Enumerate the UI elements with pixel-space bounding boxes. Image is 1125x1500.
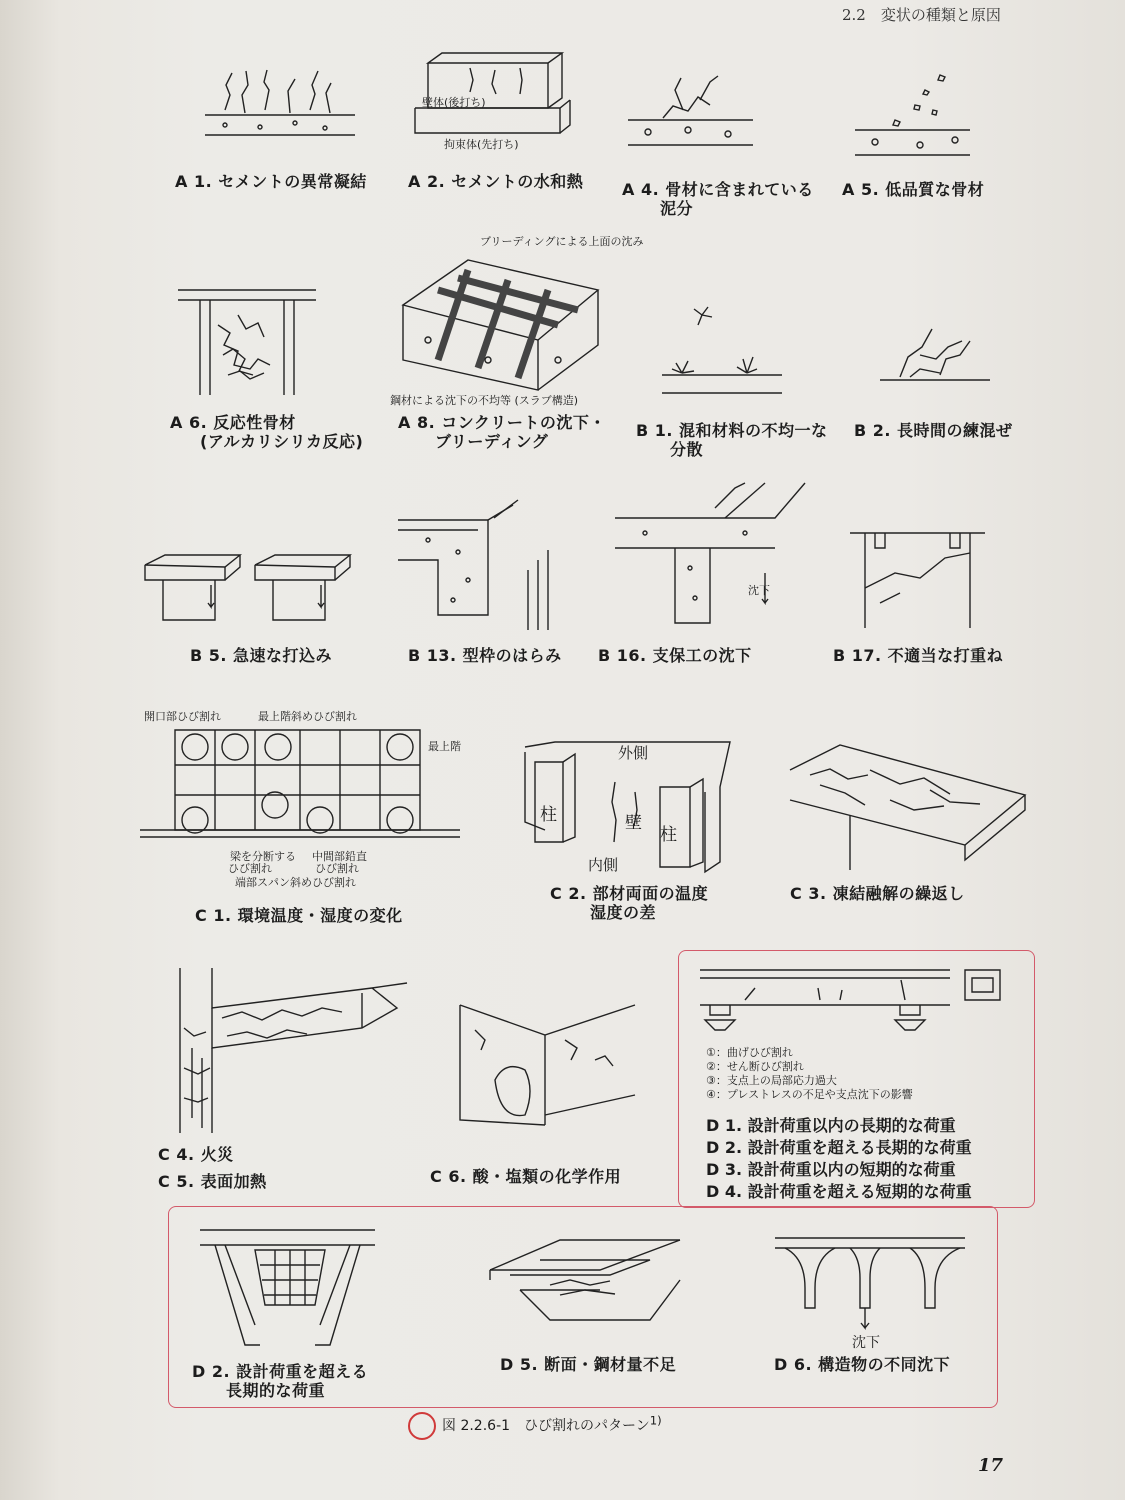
a4-caption-1: A 4. 骨材に含まれている — [622, 180, 814, 199]
d6-illustration — [775, 1228, 965, 1328]
a8-illustration — [398, 250, 598, 390]
d-legend-1: ①：曲げひび割れ — [706, 1046, 793, 1059]
c2-col-label-1: 柱 — [540, 805, 557, 825]
c2-inside-label: 内側 — [588, 856, 619, 874]
b2-caption: B 2. 長時間の練混ぜ — [854, 421, 1013, 440]
b13-caption: B 13. 型枠のはらみ — [408, 646, 562, 665]
a1-illustration — [205, 55, 355, 150]
a6-illustration — [178, 285, 316, 395]
c2-col-label-2: 柱 — [660, 825, 677, 845]
b16-caption: B 16. 支保工の沈下 — [598, 646, 752, 665]
d6-settle-label: 沈下 — [852, 1335, 880, 1351]
c1-top-diag-label: 最上階斜めひび割れ — [258, 710, 357, 723]
a1-caption: A 1. セメントの異常凝結 — [175, 172, 367, 191]
c4-illustration — [172, 968, 407, 1138]
d-legend-3: ③：支点上の局部応力過大 — [706, 1074, 837, 1087]
red-circle-mark — [408, 1412, 436, 1440]
c2-caption-2: 湿度の差 — [590, 903, 657, 922]
b1-illustration — [662, 305, 782, 395]
d2-caption-2: 長期的な荷重 — [226, 1381, 326, 1400]
c4-caption-1: C 4. 火災 — [158, 1145, 234, 1164]
c2-outside-label: 外側 — [618, 744, 649, 762]
section-header: 2.2 変状の種類と原因 — [842, 6, 1001, 24]
d-legend-2: ②：せん断ひび割れ — [706, 1060, 804, 1073]
a5-illustration — [855, 70, 970, 155]
b2-illustration — [880, 325, 990, 395]
b1-caption-1: B 1. 混和材料の不均一な — [636, 421, 828, 440]
b5-caption: B 5. 急速な打込み — [190, 646, 333, 665]
a2-wall-label: 壁体(後打ち) — [422, 96, 486, 109]
d2-caption-1: D 2. 設計荷重を超える — [192, 1362, 369, 1381]
a8-caption-1: A 8. コンクリートの沈下・ — [398, 413, 606, 432]
d-legend — [706, 1046, 913, 1102]
c6-illustration — [455, 1000, 640, 1125]
c1-caption: C 1. 環境温度・湿度の変化 — [195, 906, 403, 925]
b17-illustration — [850, 528, 985, 628]
b17-caption: B 17. 不適当な打重ね — [833, 646, 1004, 665]
c2-caption-1: C 2. 部材両面の温度 — [550, 884, 709, 903]
d6-caption: D 6. 構造物の不同沈下 — [774, 1355, 951, 1374]
page-number: 17 — [978, 1455, 1004, 1476]
figure-caption-text: 図 2.2.6-1 ひび割れのパターン — [442, 1418, 650, 1434]
d-list — [706, 1115, 972, 1203]
a8-caption-2: ブリーディング — [435, 432, 549, 451]
c1-opening-label: 開口部ひび割れ — [144, 710, 221, 723]
c4-caption-2: C 5. 表面加熱 — [158, 1172, 267, 1191]
a8-top-label: ブリーディングによる上面の沈み — [480, 235, 644, 248]
c1-beam-label-1: 梁を分断する — [230, 850, 296, 863]
a4-illustration — [628, 60, 753, 150]
b13-illustration — [398, 490, 568, 630]
d-item-3: D 3. 設計荷重以内の短期的な荷重 — [706, 1160, 956, 1179]
b16-settle-label: 沈下 — [748, 584, 770, 597]
d1-illustration — [700, 960, 1000, 1040]
d5-illustration — [490, 1230, 680, 1330]
d-item-4: D 4. 設計荷重を超える短期的な荷重 — [706, 1182, 972, 1201]
c1-mid-label-2: ひび割れ — [315, 862, 359, 875]
c6-caption: C 6. 酸・塩類の化学作用 — [430, 1167, 622, 1186]
c1-mid-label-1: 中間部鉛直 — [312, 850, 367, 863]
c3-illustration — [790, 740, 1025, 870]
d-legend-4: ④：プレストレスの不足や支点沈下の影響 — [706, 1088, 913, 1101]
c2-wall-label: 壁 — [625, 813, 642, 833]
d-item-2: D 2. 設計荷重を超える長期的な荷重 — [706, 1138, 972, 1157]
d2-illustration — [200, 1225, 375, 1350]
d5-caption: D 5. 断面・鋼材量不足 — [500, 1355, 677, 1374]
a8-bottom-label: 鋼材による沈下の不均等 (スラブ構造) — [390, 394, 579, 407]
a4-caption-2: 泥分 — [660, 199, 694, 218]
c1-beam-label-2: ひび割れ — [228, 862, 272, 875]
b1-caption-2: 分散 — [670, 440, 704, 459]
c1-top-floor-label: 最上階 — [428, 740, 461, 753]
figure-caption-note: 1) — [649, 1413, 662, 1428]
a6-caption-1: A 6. 反応性骨材 — [170, 413, 296, 432]
c3-caption: C 3. 凍結融解の繰返し — [790, 884, 965, 903]
c1-end-label: 端部スパン斜めひび割れ — [235, 876, 356, 889]
figure-caption — [408, 1412, 662, 1440]
b5-illustration — [145, 555, 350, 625]
d-item-1: D 1. 設計荷重以内の長期的な荷重 — [706, 1116, 956, 1135]
c1-illustration — [140, 725, 460, 850]
a6-caption-2: (アルカリシリカ反応) — [200, 432, 364, 451]
a2-base-label: 拘束体(先打ち) — [444, 138, 519, 151]
b16-illustration — [615, 478, 805, 628]
a5-caption: A 5. 低品質な骨材 — [842, 180, 985, 199]
a2-caption: A 2. セメントの水和熱 — [408, 172, 584, 191]
